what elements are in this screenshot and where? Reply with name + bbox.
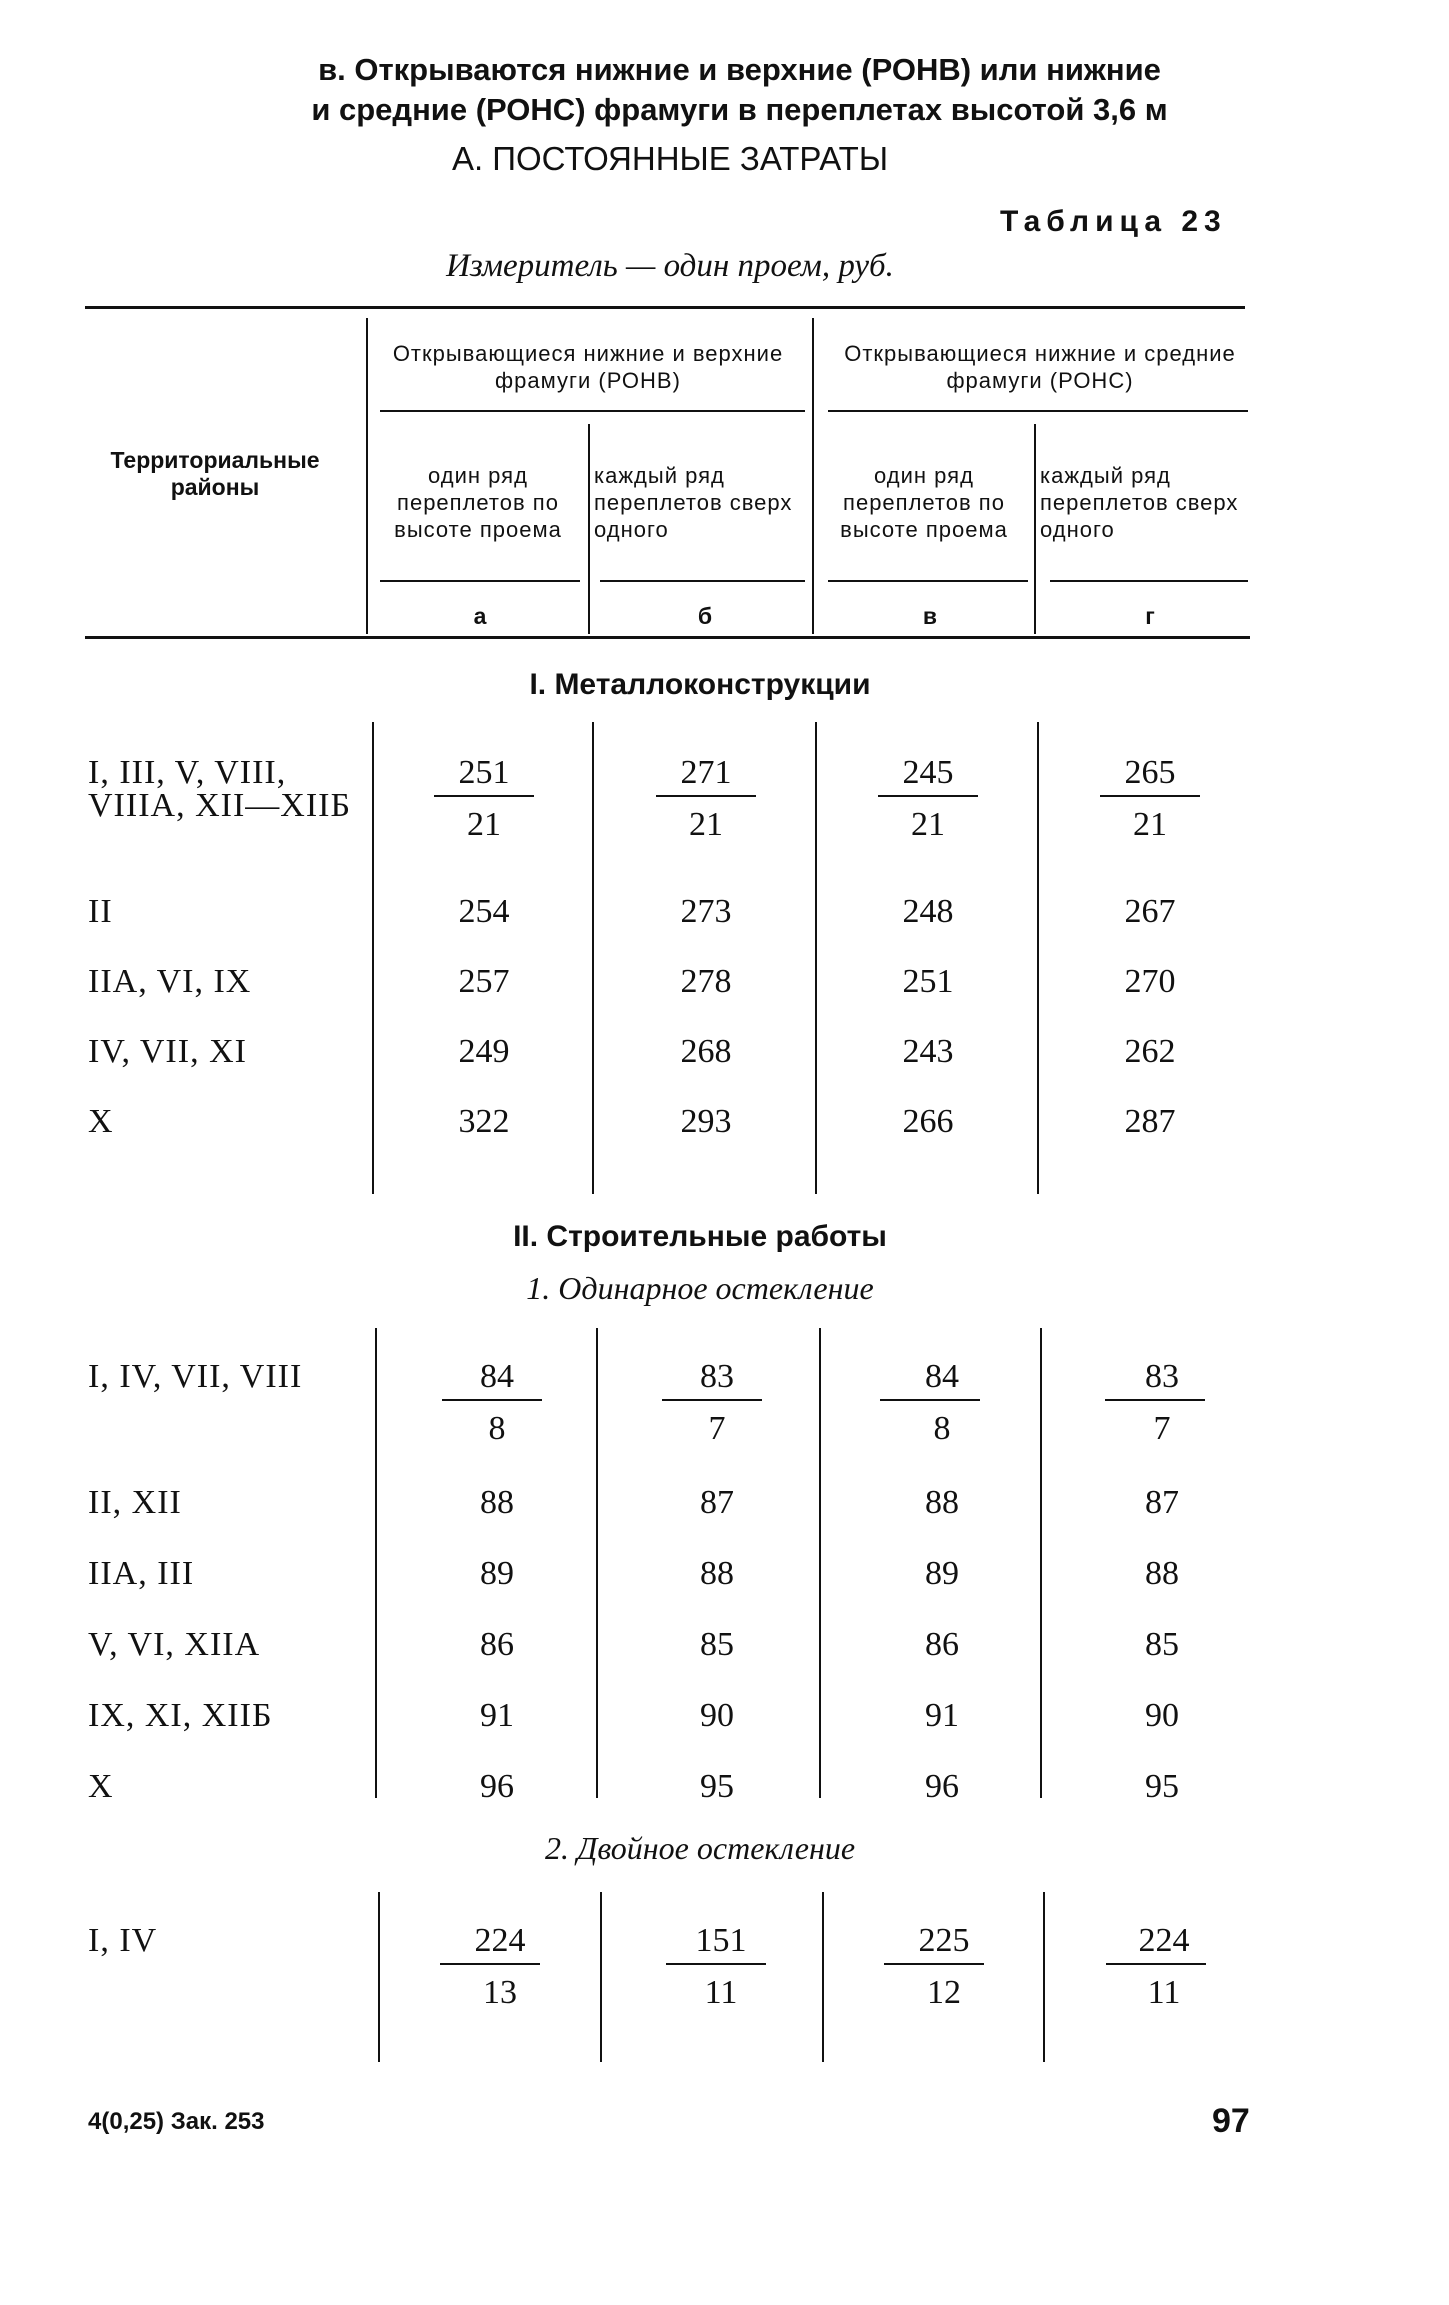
value-denominator: 8 [488,1410,506,1447]
value-cell: 86 [925,1626,959,1663]
value-cell: 249 [458,1033,510,1070]
heading-line-2: и средние (РОНС) фрамуги в переплетах высотой 3,6 м [311,92,1168,127]
table-top-rule [85,306,1245,309]
header-vline-1 [366,318,368,634]
body-vline-4b [1040,1328,1042,1798]
header-rule-a [380,580,580,582]
body-vline-3b [819,1328,821,1798]
value-cell: 87 [1145,1484,1179,1521]
value-numerator: 224 [1138,1922,1190,1959]
body-vline-2c [600,1892,602,2062]
header-sub-b: каждый ряд переплетов сверх одного [594,463,793,542]
measure-note: Измеритель — один проем, руб. [446,248,894,284]
value-numerator: 251 [458,754,510,791]
region-label: V, VI, XIIA [88,1626,261,1663]
header-vline-4 [1034,424,1036,634]
value-cell: 322 [458,1103,510,1140]
header-region-col: Территориальные районы [110,447,320,500]
value-cell: 88 [480,1484,514,1521]
value-denominator: 21 [689,806,723,843]
value-cell: 90 [1145,1697,1179,1734]
value-numerator: 83 [700,1358,734,1395]
print-info: 4(0,25) Зак. 253 [88,2108,265,2135]
value-numerator: 151 [695,1922,747,1959]
value-numerator: 84 [480,1358,514,1395]
fraction-bar [880,1399,980,1401]
value-numerator: 224 [474,1922,526,1959]
value-cell: 85 [700,1626,734,1663]
value-cell: 267 [1124,893,1176,930]
body-vline-3a [815,722,817,1194]
value-numerator: 245 [902,754,954,791]
fraction-bar [662,1399,762,1401]
value-cell: 91 [925,1697,959,1734]
value-denominator: 21 [911,806,945,843]
value-cell: 89 [480,1555,514,1592]
value-denominator: 21 [467,806,501,843]
value-cell: 248 [902,893,954,930]
header-vline-3 [812,318,814,634]
page-number: 97 [1212,2102,1250,2140]
value-denominator: 11 [1147,1974,1181,2011]
header-group-rons: Открывающиеся нижние и средние фрамуги (РОНС) [844,341,1236,393]
fraction-bar [434,795,534,797]
fraction-bar [656,795,756,797]
value-cell: 96 [480,1768,514,1805]
header-sub-g: каждый ряд переплетов сверх одного [1040,463,1239,542]
col-letter-a: а [473,603,487,629]
col-letter-b: б [697,603,713,629]
header-group-ronv: Открывающиеся нижние и верхние фрамуги (РОНВ) [392,341,784,393]
header-rule-ronv [380,410,805,412]
header-rule-v [828,580,1028,582]
value-cell: 268 [680,1033,732,1070]
value-cell: 87 [700,1484,734,1521]
region-label: X [88,1768,114,1805]
value-numerator: 225 [918,1922,970,1959]
region-label: X [88,1103,114,1140]
fraction-bar [1106,1963,1206,1965]
value-denominator: 8 [933,1410,951,1447]
header-sub-v: один ряд переплетов по высоте проема [840,463,1008,542]
section-title-metal: I. Металлоконструкции [529,668,871,701]
body-vline-2b [596,1328,598,1798]
value-cell: 90 [700,1697,734,1734]
value-denominator: 7 [708,1410,726,1447]
value-numerator: 271 [680,754,732,791]
header-rule-g [1050,580,1248,582]
header-vline-2 [588,424,590,634]
region-label: IIA, III [88,1555,195,1592]
value-numerator: 84 [925,1358,959,1395]
body-vline-3c [822,1892,824,2062]
value-cell: 89 [925,1555,959,1592]
body-vline-2a [592,722,594,1194]
fraction-bar [1100,795,1200,797]
value-cell: 270 [1124,963,1176,1000]
subsection-title-single: 1. Одинарное остекление [526,1270,874,1306]
body-vline-1c [378,1892,380,2062]
region-label: II [88,893,113,930]
value-cell: 91 [480,1697,514,1734]
value-cell: 85 [1145,1626,1179,1663]
region-label: I, IV [88,1922,158,1959]
value-cell: 278 [680,963,732,1000]
section-heading: А. ПОСТОЯННЫЕ ЗАТРАТЫ [451,140,889,177]
value-cell: 287 [1124,1103,1176,1140]
value-cell: 86 [480,1626,514,1663]
col-letter-g: г [1145,603,1155,629]
value-denominator: 13 [483,1974,517,2011]
value-cell: 254 [458,893,510,930]
value-denominator: 7 [1153,1410,1171,1447]
region-label: IX, XI, XIIБ [88,1697,273,1734]
subsection-title-double: 2. Двойное остекление [544,1830,856,1866]
value-denominator: 11 [704,1974,738,2011]
region-label: I, III, V, VIII, VIIIA, XII—XIIБ [88,754,351,824]
fraction-bar [1105,1399,1205,1401]
heading-line-1: в. Открываются нижние и верхние (РОНВ) или нижние [318,52,1161,87]
header-rule-b [600,580,805,582]
value-cell: 96 [925,1768,959,1805]
body-vline-4c [1043,1892,1045,2062]
region-label: I, IV, VII, VIII [88,1358,303,1395]
body-vline-4a [1037,722,1039,1194]
table-label: Таблица 23 [1000,205,1227,238]
header-sub-a: один ряд переплетов по высоте проема [394,463,562,542]
value-cell: 251 [902,963,954,1000]
fraction-bar [878,795,978,797]
value-cell: 262 [1124,1033,1176,1070]
value-cell: 293 [680,1103,732,1140]
section-title-construction: II. Строительные работы [513,1220,887,1253]
value-denominator: 12 [927,1974,961,2011]
value-numerator: 265 [1124,754,1176,791]
header-bottom-rule [85,636,1250,639]
value-cell: 243 [902,1033,954,1070]
value-cell: 88 [1145,1555,1179,1592]
fraction-bar [442,1399,542,1401]
region-label: II, XII [88,1484,182,1521]
value-cell: 257 [458,963,510,1000]
fraction-bar [440,1963,540,1965]
value-cell: 273 [680,893,732,930]
value-cell: 88 [925,1484,959,1521]
region-label: IIA, VI, IX [88,963,252,1000]
col-letter-v: в [922,603,938,629]
value-cell: 95 [700,1768,734,1805]
body-vline-1b [375,1328,377,1798]
fraction-bar [884,1963,984,1965]
fraction-bar [666,1963,766,1965]
value-cell: 95 [1145,1768,1179,1805]
value-numerator: 83 [1145,1358,1179,1395]
header-rule-rons [828,410,1248,412]
body-vline-1a [372,722,374,1194]
value-cell: 88 [700,1555,734,1592]
value-denominator: 21 [1133,806,1167,843]
value-cell: 266 [902,1103,954,1140]
region-label: IV, VII, XI [88,1033,247,1070]
